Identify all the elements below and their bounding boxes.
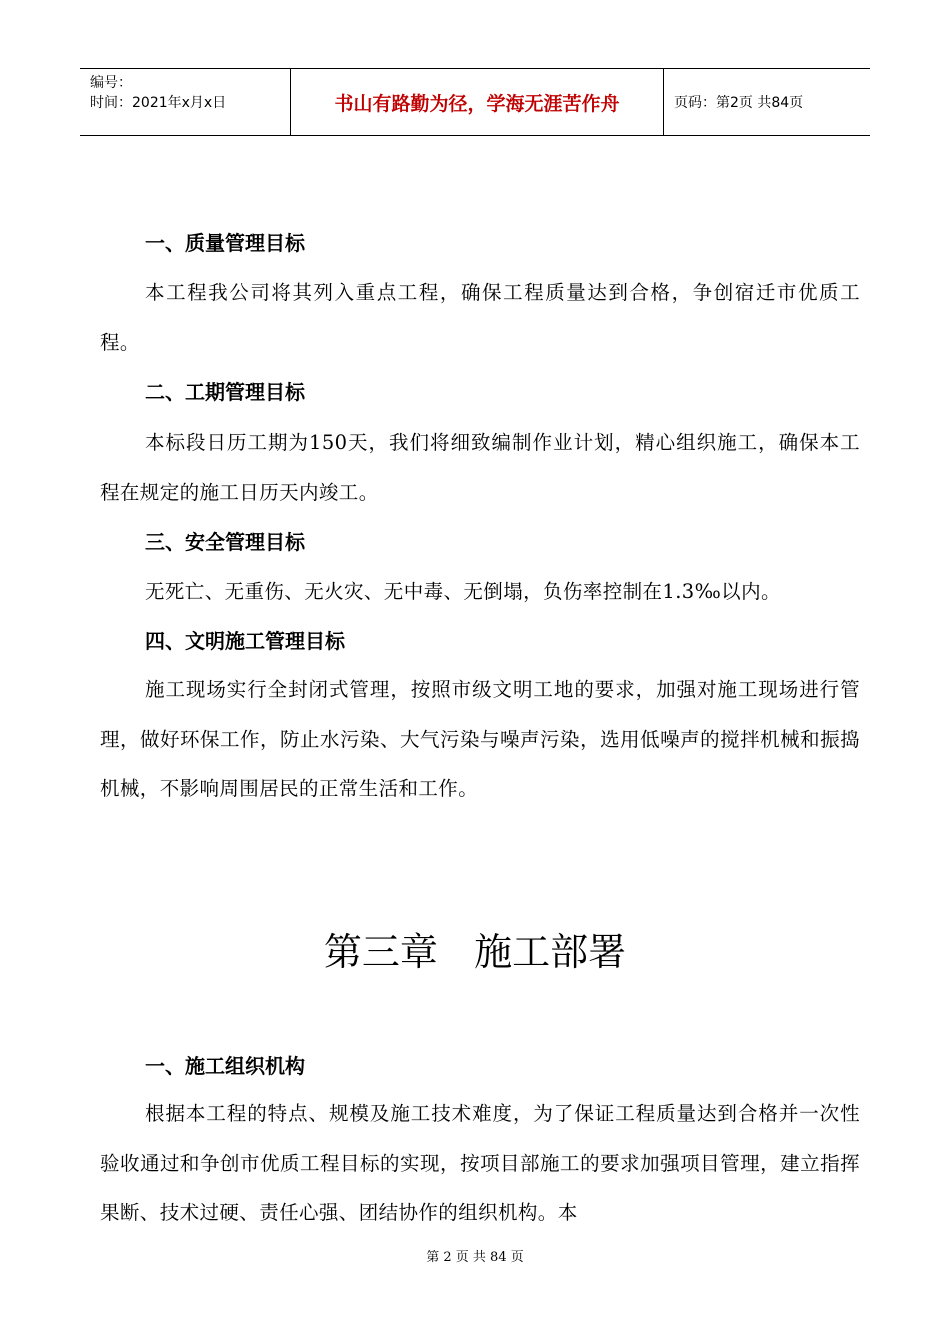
document-time-label: 时间：2021年x月x日 [90, 95, 227, 111]
section-heading-safety: 三、安全管理目标 [145, 530, 305, 554]
header-page-info: 页码：第2页 共84页 [664, 69, 871, 136]
section-body-civilized: 施工现场实行全封闭式管理，按照市级文明工地的要求，加强对施工现场进行管理，做好环保工作，防止水污染、大气污染与噪声污染，选用低噪声的搅拌机械和振捣机械，不影响周围居民的正常生活和工作。 [100, 678, 860, 800]
section-heading-organization: 一、施工组织机构 [145, 1054, 305, 1078]
page-header [80, 68, 870, 136]
chapter-title: 第三章 施工部署 [323, 930, 627, 974]
section-heading-schedule: 二、工期管理目标 [145, 380, 305, 404]
header-meta [80, 69, 291, 136]
section-body-quality: 本工程我公司将其列入重点工程，确保工程质量达到合格，争创宿迁市优质工程。 [100, 281, 860, 354]
section-body-organization: 根据本工程的特点、规模及施工技术难度，为了保证工程质量达到合格并一次性验收通过和争创市优质工程目标的实现，按项目部施工的要求加强项目管理，建立指挥果断、技术过硬、责任心强、团结协作的组织机构。本 [100, 1102, 860, 1224]
section-heading-civilized: 四、文明施工管理目标 [145, 629, 345, 653]
section-heading-quality: 一、质量管理目标 [145, 231, 305, 255]
document-number-label: 编号： [90, 75, 132, 91]
header-motto: 书山有路勤为径，学海无涯苦作舟 [291, 69, 664, 136]
page-footer: 第 2 页 共 84 页 [426, 1250, 524, 1265]
section-body-schedule: 本标段日历工期为150天，我们将细致编制作业计划，精心组织施工，确保本工程在规定的施工日历天内竣工。 [100, 431, 860, 504]
section-body-safety: 无死亡、无重伤、无火灾、无中毒、无倒塌，负伤率控制在1.3‰以内。 [145, 580, 781, 603]
